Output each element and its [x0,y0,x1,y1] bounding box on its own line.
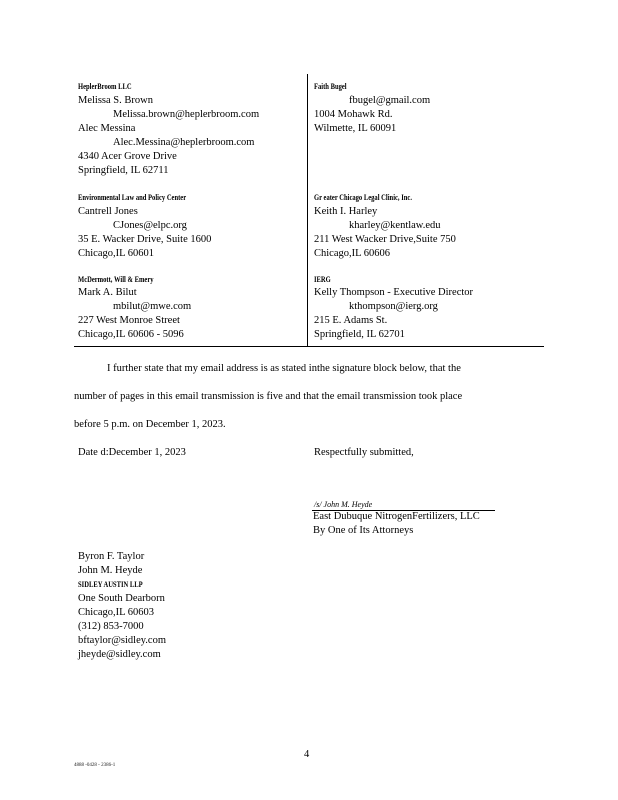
contact-name-bugel: Faith Bugel [314,82,347,91]
contact-email: mbilut@mwe.com [113,301,192,312]
contact-address: 35 E. Wacker Drive, Suite 1600 [78,234,212,245]
column-divider [307,74,308,346]
statement-line-2: number of pages in this email transmission is five and that the email transmission took place [74,391,463,402]
contact-name: Mark A. Bilut [78,287,137,298]
firm-name-sidley: SIDLEY AUSTIN LLP [78,580,143,589]
contact-address: 227 West Monroe Street [78,315,180,326]
contact-address: 215 E. Adams St. [314,315,388,326]
statement-line-1: I further state that my email address is as stated inthe signature block below, that the [107,363,461,374]
service-list-rule [74,346,544,347]
contact-email: fbugel@gmail.com [349,95,431,106]
contact-email: Melissa.brown@heplerbroom.com [113,109,260,120]
counsel-city: Chicago,IL 60603 [78,607,155,618]
page-number: 4 [304,749,310,760]
closing-line: Respectfully submitted, [314,447,414,458]
firm-name-elpc: Environmental Law and Policy Center [78,193,187,202]
contact-email: Alec.Messina@heplerbroom.com [113,137,255,148]
firm-name-mcdermott: McDermott, Will & Emery [78,275,154,284]
counsel-email: bftaylor@sidley.com [78,635,167,646]
contact-city: Springfield, IL 62711 [78,165,169,176]
contact-city: Chicago,IL 60601 [78,248,155,259]
counsel-address: One South Dearborn [78,593,165,604]
contact-email: CJones@elpc.org [113,220,187,231]
contact-name: Cantrell Jones [78,206,138,217]
contact-address: 4340 Acer Grove Drive [78,151,177,162]
document-code: 4888 -0428 - 2386-1 [74,763,116,768]
counsel-email: jheyde@sidley.com [78,649,161,660]
contact-name: Kelly Thompson - Executive Director [314,287,474,298]
date-line: Date d:December 1, 2023 [78,447,186,458]
contact-email: kthompson@ierg.org [349,301,438,312]
contact-name: Alec Messina [78,123,136,134]
signature: /s/ John M. Heyde [314,500,373,509]
statement-line-3: before 5 p.m. on December 1, 2023. [74,419,226,430]
contact-address: 211 West Wacker Drive,Suite 750 [314,234,456,245]
contact-address: 1004 Mohawk Rd. [314,109,393,120]
contact-name: Melissa S. Brown [78,95,153,106]
counsel-phone: (312) 853-7000 [78,621,144,632]
contact-email: kharley@kentlaw.edu [349,220,441,231]
counsel-name: Byron F. Taylor [78,551,145,562]
contact-city: Wilmette, IL 60091 [314,123,397,134]
contact-city: Chicago,IL 60606 [314,248,391,259]
counsel-name: John M. Heyde [78,565,143,576]
firm-name-legal-clinic: Gr eater Chicago Legal Clinic, Inc. [314,193,412,202]
contact-city: Springfield, IL 62701 [314,329,405,340]
contact-city: Chicago,IL 60606 - 5096 [78,329,184,340]
party-name: East Dubuque NitrogenFertilizers, LLC [313,511,480,522]
firm-name-heplerbroom: HeplerBroom LLC [78,82,132,91]
attorneys-line: By One of Its Attorneys [313,525,414,536]
contact-name: Keith I. Harley [314,206,378,217]
firm-name-ierg: IERG [314,275,331,284]
